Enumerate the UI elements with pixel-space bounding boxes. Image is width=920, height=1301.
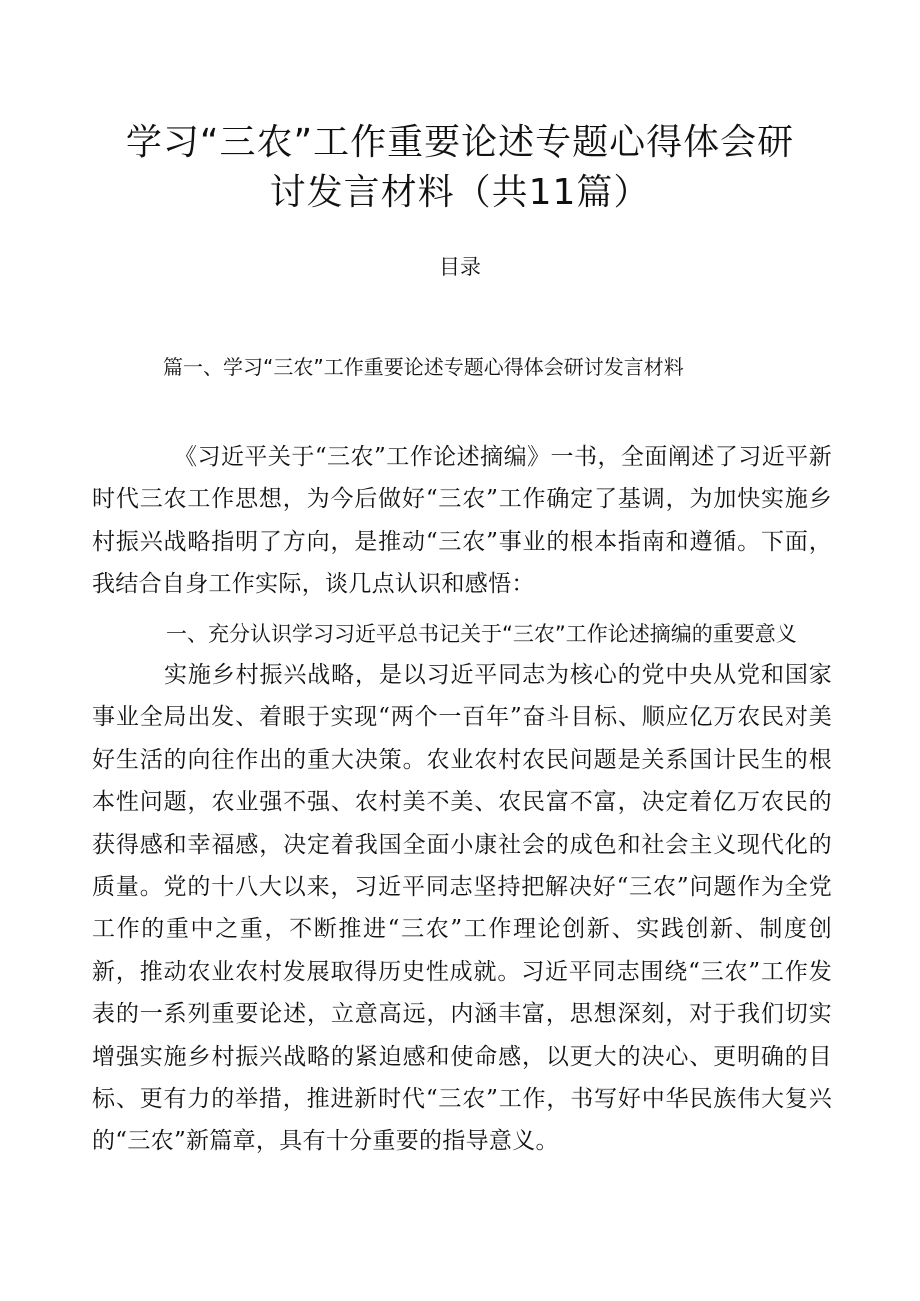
toc-item: 篇一、学习“三农”工作重要论述专题心得体会研讨发言材料: [163, 355, 684, 379]
body-paragraph: 实施乡村振兴战略，是以习近平同志为核心的党中央从党和国家事业全局出发、着眼于实现“两个一百年”奋斗目标、顺应亿万农民对美好生活的向往作出的重大决策。农业农村农民问题是关系国计民生的根本性问题，农业强不强、农村美不美、农民富不富，决定着亿万农民的获得感和幸福感，决定着我国全面小康社会的成色和社会主义现代化的质量。党的十八大以来，习近平同志坚持把解决好“三农”问题作为全党工作的重中之重，不断推进“三农”工作理论创新、实践创新、制度创新，推动农业农村发展取得历史性成就。习近平同志围绕“三农”工作发表的一系列重要论述，立意高远，内涵丰富，思想深刻，对于我们切实增强实施乡村振兴战略的紧迫感和使命感，以更大的决心、更明确的目标、更有力的举措，推进新时代“三农”工作，书写好中华民族伟大复兴的“三农”新篇章，具有十分重要的指导意义。: [92, 662, 832, 1155]
section-heading: 一、充分认识学习习近平总书记关于“三农”工作论述摘编的重要意义: [166, 622, 797, 646]
toc-heading: 目录: [439, 255, 481, 279]
intro-paragraph: 《习近平关于“三农”工作论述摘编》一书，全面阐述了习近平新时代三农工作思想，为今后做好“三农”工作确定了基调，为加快实施乡村振兴战略指明了方向，是推动“三农”事业的根本指南和遵循。下面，我结合自身工作实际，谈几点认识和感悟：: [92, 444, 832, 598]
document-title: 学习“三农”工作重要论述专题心得体会研讨发言材料（共11篇）: [125, 122, 795, 213]
